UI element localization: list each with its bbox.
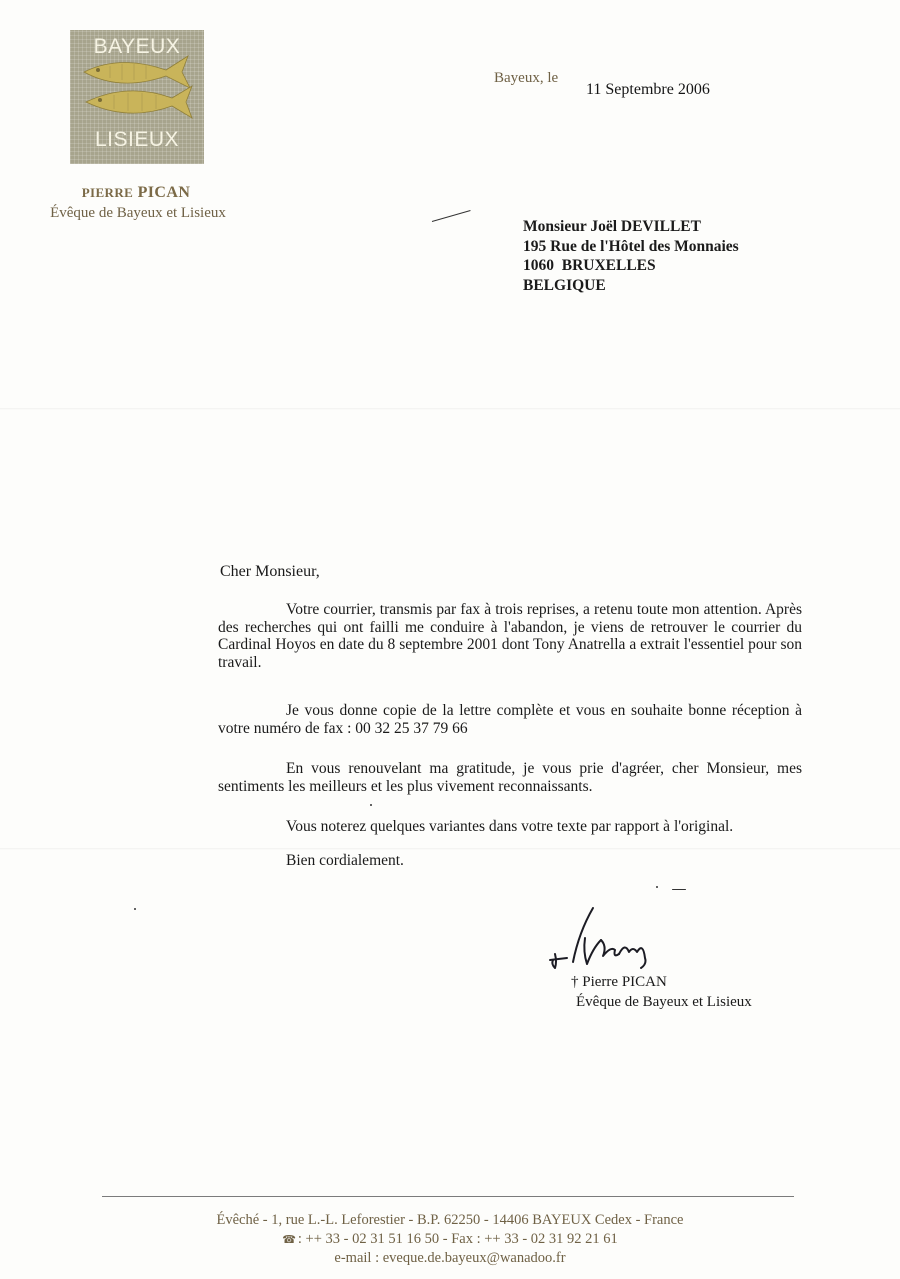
body-paragraph bbox=[218, 601, 802, 671]
diocese-logo bbox=[70, 30, 204, 164]
footer-email: e-mail : eveque.de.bayeux@wanadoo.fr bbox=[334, 1250, 566, 1266]
date-prefix: Bayeux, le bbox=[494, 70, 559, 86]
ink-dash-mark bbox=[432, 210, 471, 222]
paper-speck bbox=[370, 804, 372, 806]
letter-date: 11 Septembre 2006 bbox=[586, 81, 710, 98]
handwritten-signature-icon bbox=[545, 902, 685, 974]
sender-title: Évêque de Bayeux et Lisieux bbox=[50, 205, 226, 221]
telephone-icon: ☎ bbox=[282, 1234, 296, 1246]
signer-title: Évêque de Bayeux et Lisieux bbox=[576, 994, 752, 1010]
sender-last-name: PICAN bbox=[137, 184, 191, 201]
paragraph-text: En vous renouvelant ma gratitude, je vous prie d'agréer, cher Monsieur, mes sentiments les meilleurs et les plus vivement reconnaissants. bbox=[218, 760, 802, 795]
salutation: Cher Monsieur, bbox=[220, 563, 320, 580]
closing bbox=[218, 852, 802, 870]
paper-speck bbox=[134, 908, 136, 910]
paper-speck bbox=[656, 886, 658, 888]
logo-word-lisieux: LISIEUX bbox=[94, 128, 180, 151]
recipient-city: 1060 BRUXELLES bbox=[523, 257, 656, 274]
closing-text: Bien cordialement. bbox=[286, 852, 404, 869]
signer-name: † Pierre PICAN bbox=[571, 974, 667, 990]
sender-first-name: PIERRE bbox=[81, 185, 134, 200]
body-paragraph bbox=[218, 702, 802, 737]
body-paragraph bbox=[218, 818, 802, 836]
paragraph-text: Vous noterez quelques variantes dans votre texte par rapport à l'original. bbox=[286, 818, 734, 835]
body-paragraph bbox=[218, 760, 802, 795]
paper-fold bbox=[0, 848, 900, 850]
logo-word-bayeux: BAYEUX bbox=[93, 35, 181, 58]
footer-phone-text: : ++ 33 - 02 31 51 16 50 - Fax : ++ 33 - 02 31 92 21 61 bbox=[297, 1231, 618, 1247]
footer-phone-fax bbox=[0, 1231, 900, 1248]
sender-name bbox=[58, 184, 214, 202]
recipient-street: 195 Rue de l'Hôtel des Monnaies bbox=[523, 237, 739, 255]
recipient-name: Monsieur Joël DEVILLET bbox=[523, 218, 701, 235]
recipient-country: BELGIQUE bbox=[523, 276, 606, 294]
recipient-address bbox=[523, 217, 739, 295]
footer-divider bbox=[102, 1196, 794, 1197]
paper-fold bbox=[0, 408, 900, 410]
paragraph-text: Je vous donne copie de la lettre complète et vous en souhaite bonne réception à votre numéro de fax : 00 32 25 37 79 66 bbox=[218, 702, 802, 737]
paper-speck bbox=[672, 889, 686, 890]
paragraph-text: Votre courrier, transmis par fax à trois reprises, a retenu toute mon attention. Après des recherches qui ont failli me conduire à l'abandon, je viens de retrouver le courrier du Cardinal Hoyos en date du 8 septembre 2001 dont Tony Anatrella a extrait l'essentiel pour son travail. bbox=[218, 601, 802, 671]
footer-address: Évêché - 1, rue L.-L. Leforestier - B.P. 62250 - 14406 BAYEUX Cedex - France bbox=[216, 1212, 684, 1228]
